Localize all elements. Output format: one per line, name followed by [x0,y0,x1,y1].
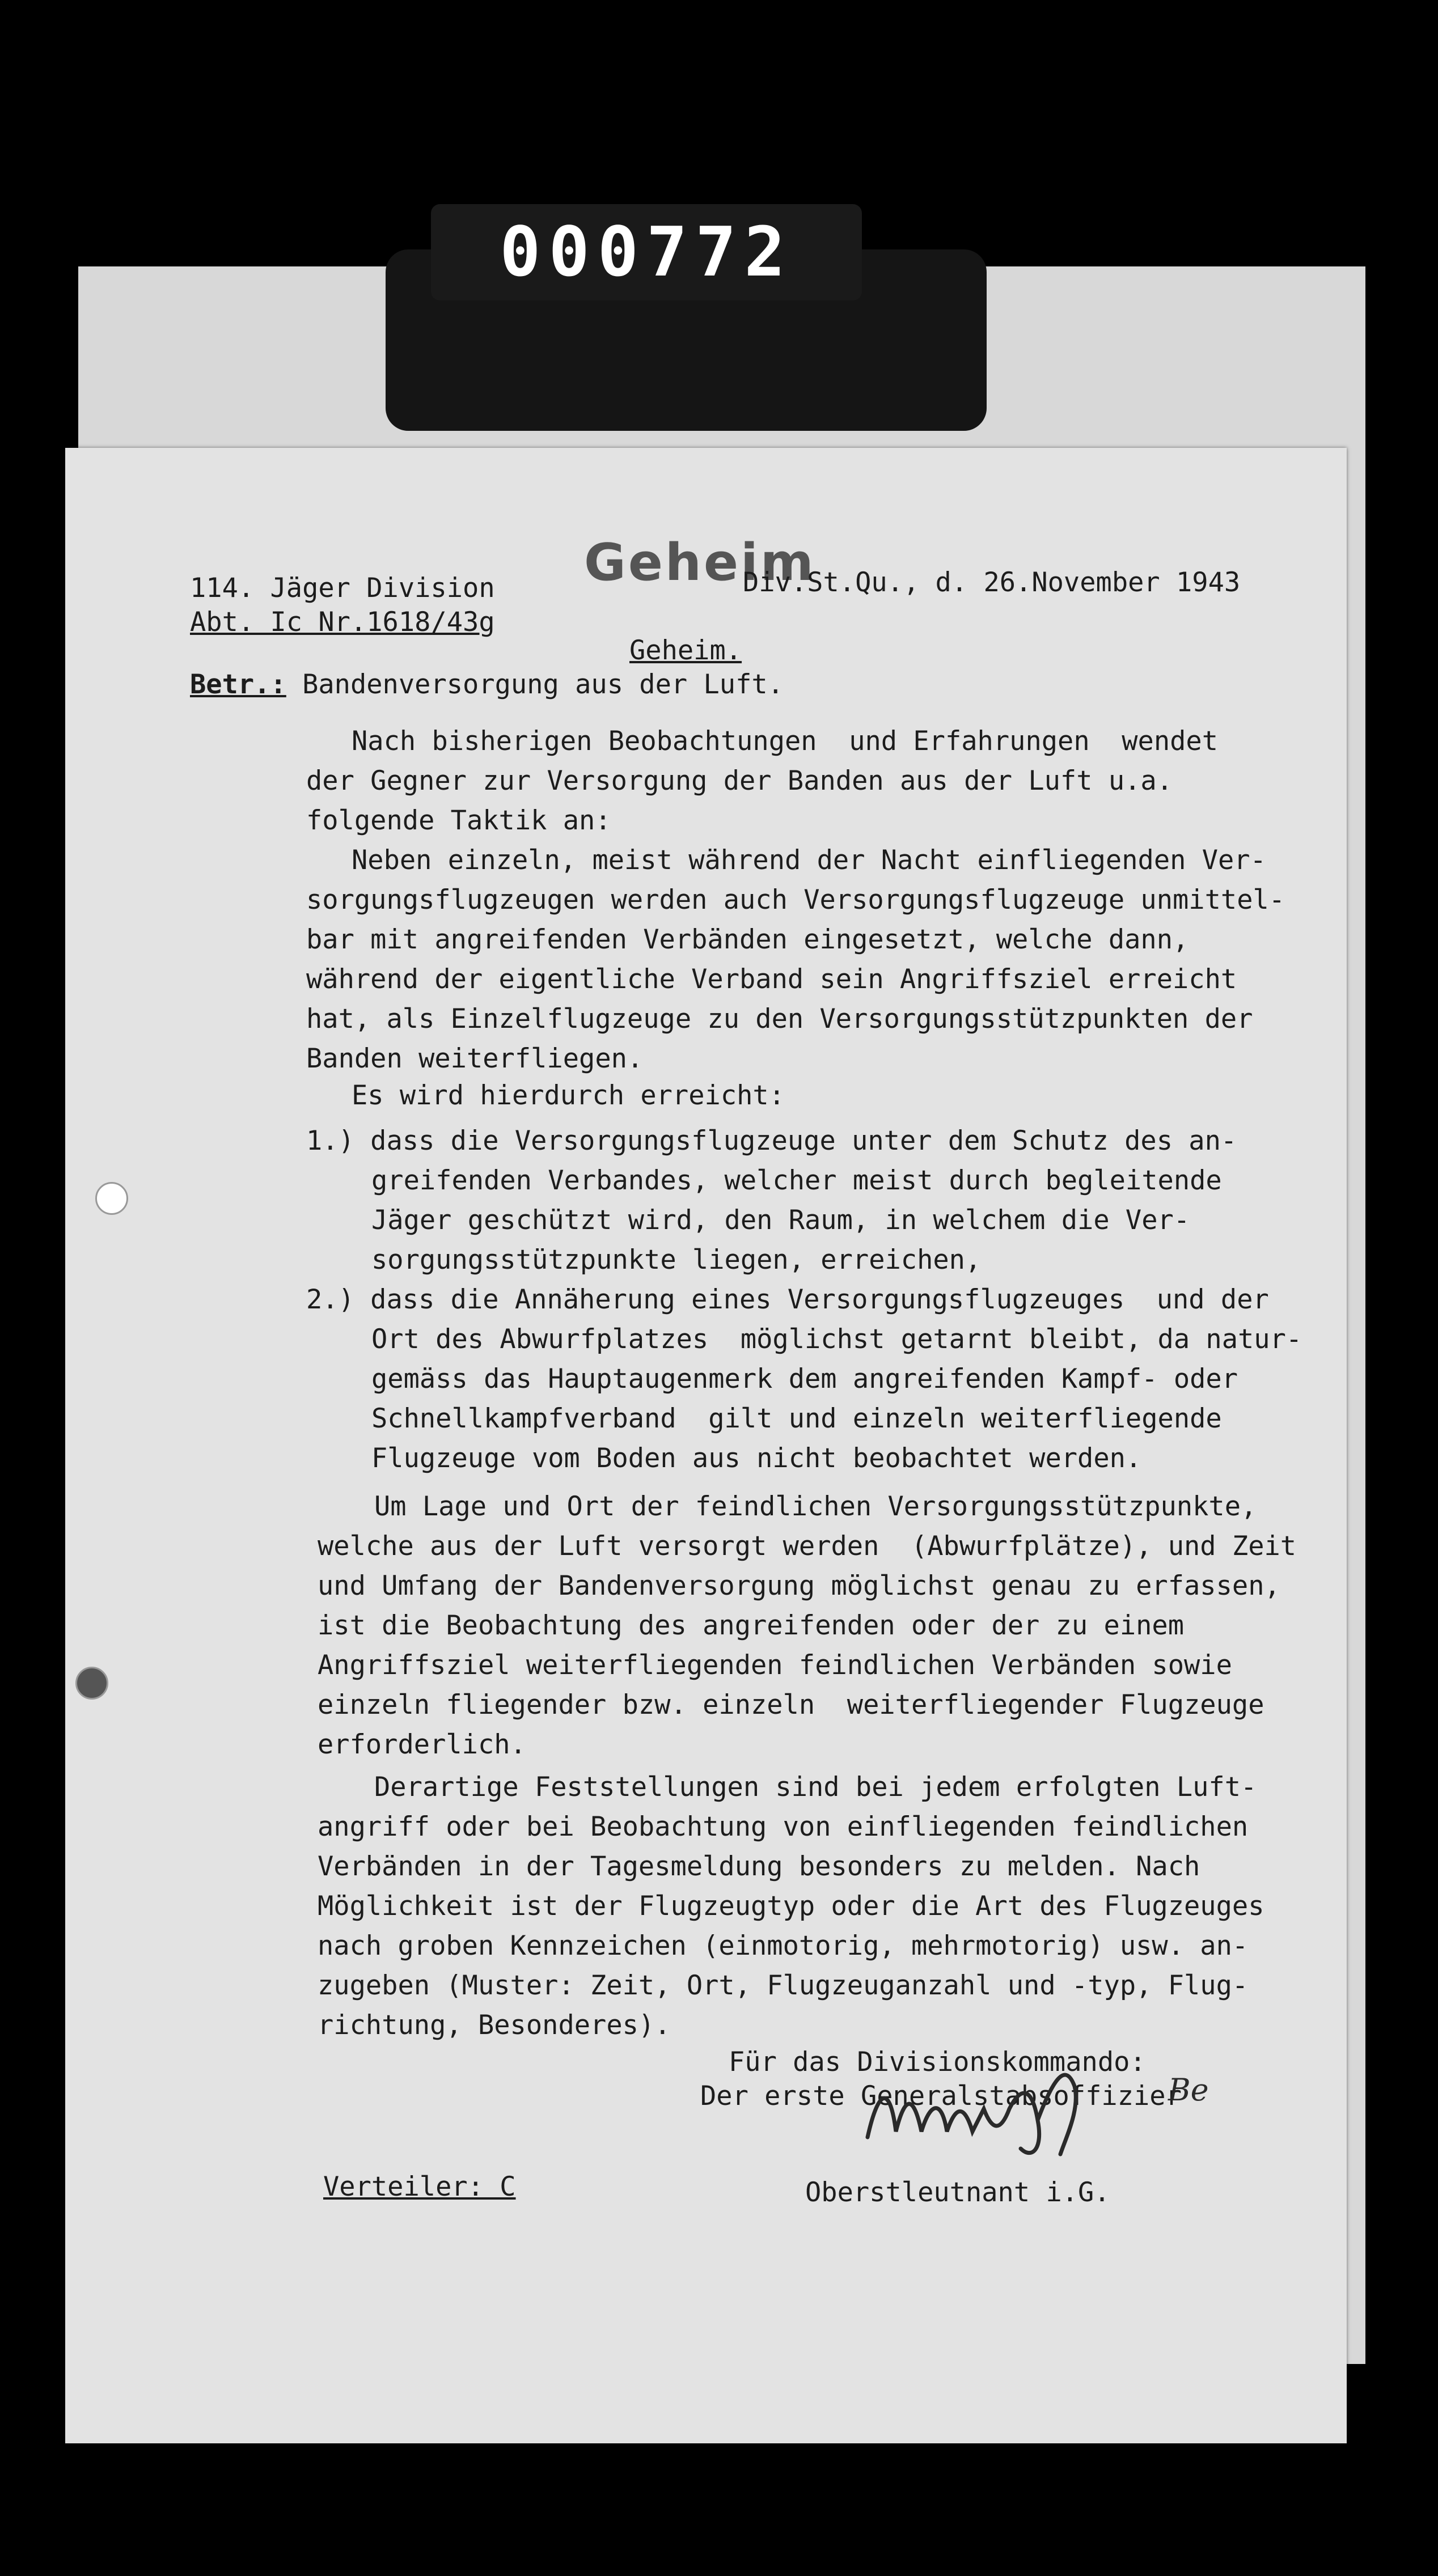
classification: Geheim. [629,635,742,666]
body-line: während der eigentliche Verband sein Angriffsziel erreicht [306,964,1237,995]
body-line: greifenden Verbandes, welcher meist durch begleitende [371,1165,1222,1196]
body-line: angriff oder bei Beobachtung von einfliegenden feindlichen [318,1811,1249,1842]
body-line: Angriffsziel weiterfliegenden feindlichen Verbänden sowie [318,1650,1232,1681]
body-line: Es wird hierdurch erreicht: [352,1080,785,1111]
initials: Be [1168,2072,1209,2108]
body-line: ist die Beobachtung des angreifenden oder der zu einem [318,1610,1185,1641]
body-line: folgende Taktik an: [306,805,611,836]
subject-label: Betr.: [190,669,286,700]
body-line: 2.) dass die Annäherung eines Versorgungsflugzeuges und der [306,1284,1269,1315]
punch-hole-top [95,1182,128,1215]
body-line: Jäger geschützt wird, den Raum, in welchem die Ver- [371,1205,1190,1236]
body-line: hat, als Einzelflugzeuge zu den Versorgungsstützpunkten der [306,1003,1253,1035]
body-line: Verbänden in der Tagesmeldung besonders zu melden. Nach [318,1851,1200,1882]
distribution: Verteiler: C [323,2171,516,2202]
body-line: Banden weiterfliegen. [306,1043,644,1074]
department-number: Abt. Ic Nr.1618/43g [190,607,495,638]
subject-text: Bandenversorgung aus der Luft. [302,669,784,700]
body-line: Derartige Feststellungen sind bei jedem erfolgten Luft- [374,1772,1257,1803]
body-line: gemäss das Hauptaugenmerk dem angreifenden Kampf- oder [371,1363,1238,1395]
body-line: Ort des Abwurfplatzes möglichst getarnt bleibt, da natur- [371,1324,1302,1355]
punch-hole-bottom [75,1667,108,1700]
body-line: nach groben Kennzeichen (einmotorig, mehrmotorig) usw. an- [318,1930,1249,1961]
frame-counter [431,204,862,300]
signature-rank: Oberstleutnant i.G. [805,2177,1110,2208]
body-line: Nach bisherigen Beobachtungen und Erfahrungen wendet [352,726,1219,757]
secret-stamp: Geheim [584,533,816,592]
body-line: Um Lage und Ort der feindlichen Versorgungsstützpunkte, [374,1491,1257,1522]
body-line: und Umfang der Bandenversorgung möglichst genau zu erfassen, [318,1570,1280,1601]
body-line: erforderlich. [318,1729,526,1760]
signature-title: Der erste Generalstabsoffizier [700,2081,1182,2112]
body-line: Neben einzeln, meist während der Nacht einfliegenden Ver- [352,845,1266,876]
body-line: sorgungsflugzeugen werden auch Versorgungsflugzeuge unmittel- [306,884,1285,916]
frame-number: 000772 [500,213,793,292]
body-line: richtung, Besonderes). [318,2010,671,2041]
subject-line [190,669,784,700]
signature-for-line: Für das Divisionskommando: [729,2047,1146,2078]
unit-name: 114. Jäger Division [190,573,495,604]
body-line: 1.) dass die Versorgungsflugzeuge unter dem Schutz des an- [306,1125,1237,1156]
body-line: einzeln fliegender bzw. einzeln weiterfliegender Flugzeuge [318,1689,1264,1721]
body-line: Schnellkampfverband gilt und einzeln weiterfliegende [371,1403,1222,1434]
body-line: zugeben (Muster: Zeit, Ort, Flugzeuganzahl und -typ, Flug- [318,1970,1249,2001]
body-line: sorgungsstützpunkte liegen, erreichen, [371,1244,982,1276]
handwritten-signature [851,2052,1117,2166]
body-line: bar mit angreifenden Verbänden eingesetzt, welche dann, [306,924,1189,955]
body-line: Flugzeuge vom Boden aus nicht beobachtet werden. [371,1443,1142,1474]
place-date: Div.St.Qu., d. 26.November 1943 [743,567,1241,598]
body-line: der Gegner zur Versorgung der Banden aus der Luft u.a. [306,765,1173,796]
body-line: Möglichkeit ist der Flugzeugtyp oder die Art des Flugzeuges [318,1891,1264,1922]
body-line: welche aus der Luft versorgt werden (Abwurfplätze), und Zeit [318,1531,1297,1562]
